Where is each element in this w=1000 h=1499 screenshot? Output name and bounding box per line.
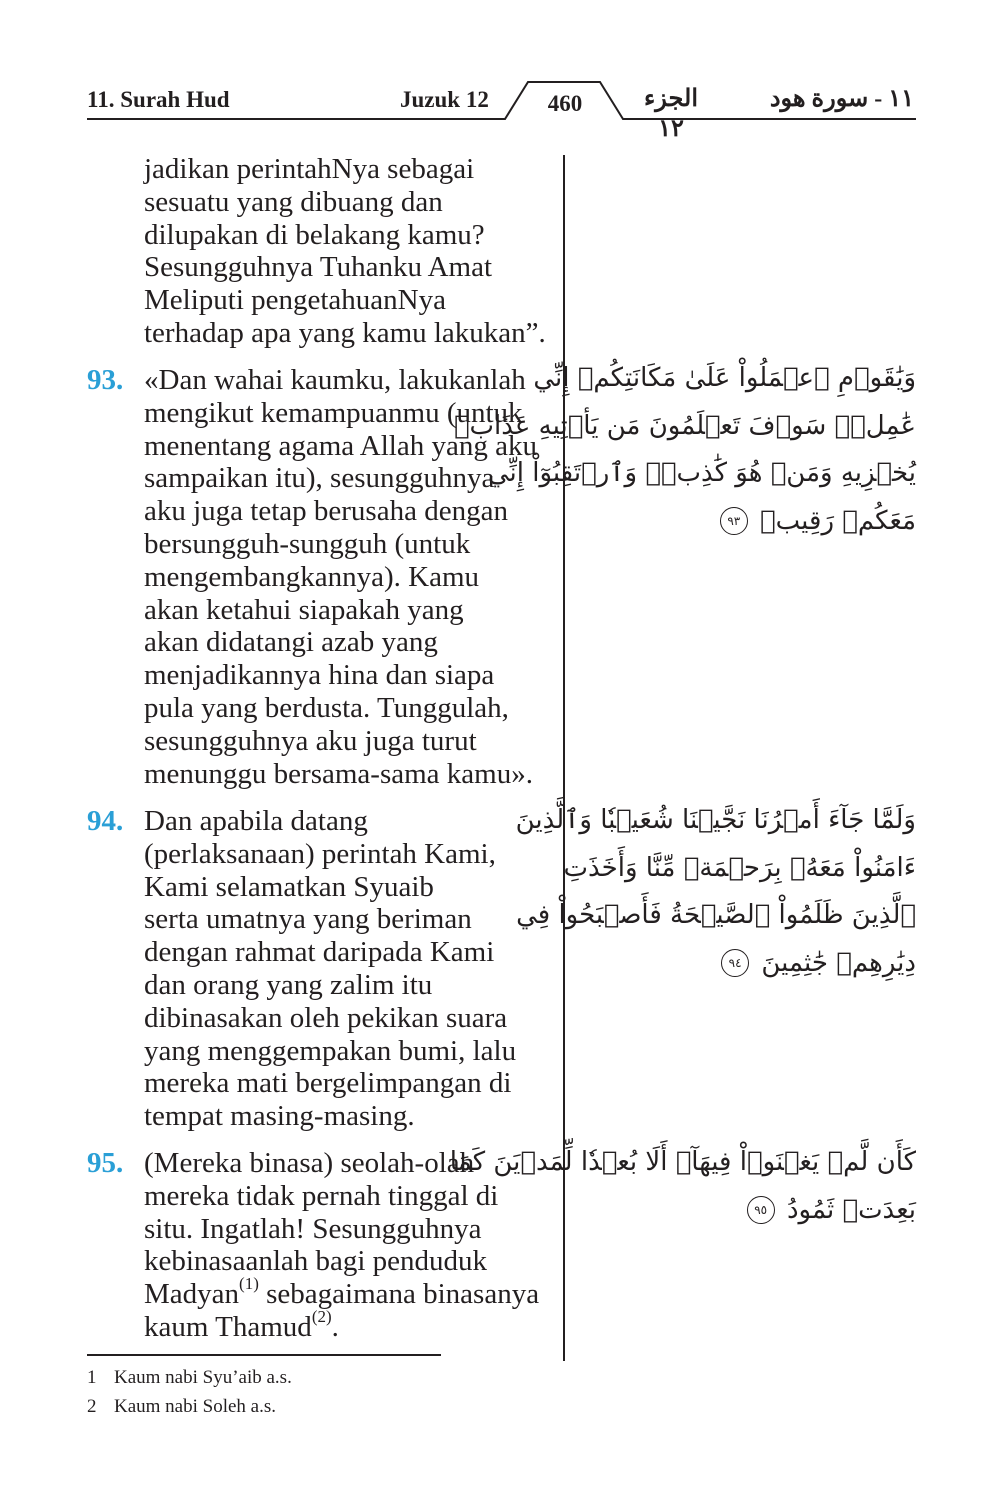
arabic-line: [588, 498, 916, 546]
arabic-line: يُخۡزِيهِ وَمَنۡ هُوَ كَٰذِبٞۖ وَٱرۡتَقِبُوٓاْ إِنِّي: [487, 458, 916, 489]
arabic-line: [588, 1187, 916, 1235]
surah-title-arabic: ١١ - سورة هود: [769, 86, 914, 112]
verse-94-translation: [87, 805, 557, 1133]
verse-number: 94.: [87, 805, 124, 837]
header-rule: [0, 0, 1000, 140]
verse-95-arabic: [449, 1139, 916, 1234]
arabic-line: ءَامَنُواْ مَعَهُۥ بِرَحۡمَةٖ مِّنَّا وَأَخَذَتِ: [563, 852, 916, 883]
juzuk-label: Juzuk 12: [400, 87, 489, 112]
arabic-line: [588, 940, 916, 988]
intro-text: jadikan perintahNya sebagai sesuatu yang dibuang dan dilupakan di belakang kamu? Sesungguhnya Tuhanku Amat Meliputi pengetahuanNya terhadap apa yang kamu lakukan”.: [144, 153, 546, 349]
footnote-ref: (2): [311, 1306, 332, 1326]
verse-94-arabic: [515, 797, 916, 987]
arabic-line-text: مَعَكُمۡ رَقِيبٞ: [760, 505, 916, 536]
ayah-marker: ٩٤: [721, 949, 749, 977]
verse-number: 93.: [87, 364, 124, 396]
footnote-1: [87, 1367, 292, 1389]
footnote-number: 1: [87, 1367, 97, 1388]
verse-number: 95.: [87, 1147, 124, 1179]
arabic-line: ٱلَّذِينَ ظَلَمُواْ ٱلصَّيۡحَةُ فَأَصۡبَحُواْ فِي: [516, 900, 916, 931]
verse-translation-text: Dan apabila datang (perlaksanaan) perintah Kami, Kami selamatkan Syuaib serta umatnya yang beriman dengan rahmat daripada Kami dan orang yang zalim itu dibinasakan oleh pekikan suara yang menggempakan bumi, lalu mereka mati bergelimpangan di tempat masing-masing.: [144, 805, 517, 1133]
arabic-line: وَلَمَّا جَآءَ أَمۡرُنَا نَجَّيۡنَا شُعَيۡبٗا وَٱلَّذِينَ: [515, 805, 916, 835]
translation-part: .: [331, 1310, 339, 1343]
page-number: 460: [547, 91, 583, 116]
arabic-line: كَأَن لَّمۡ يَغۡنَوۡاْ فِيهَآۗ أَلَا بُعۡدٗا لِّمَدۡيَنَ كَمَا: [449, 1147, 916, 1177]
verse-93-arabic: [453, 355, 916, 545]
footnote-ref: (1): [239, 1274, 259, 1294]
verse-translation-text: «Dan wahai kaumku, lakukanlah mengikut kemampuanmu (untuk menentang agama Allah yang aku sampaikan itu), sesungguhnya aku juga tetap berusaha dengan bersungguh-sungguh (untuk mengembangkannya). Kamu akan ketahui siapakah yang akan didatangi azab yang menjadikannya hina dan siapa pula yang berdusta. Tunggulah, sesungguhnya aku juga turut menunggu bersama-sama kamu».: [144, 364, 537, 790]
footnote-text: Kaum nabi Syu’aib a.s.: [114, 1367, 292, 1388]
ayah-marker: ٩٥: [747, 1196, 775, 1224]
translation-part: (Mereka binasa) seolah-olah mereka tidak pernah tinggal di situ. Ingatlah! Sesungguhnya kebinasaanlah bagi penduduk Madyan: [144, 1147, 499, 1311]
arabic-line-text: دِيَٰرِهِمۡ جَٰثِمِينَ: [761, 947, 916, 978]
arabic-line-text: بَعِدَتۡ ثَمُودُ: [786, 1194, 916, 1225]
footnote-text: Kaum nabi Soleh a.s.: [114, 1396, 277, 1417]
juz-label-arabic: الجزء ١٢: [644, 86, 698, 142]
translation-part: sebagaimana binasanya kaum Thamud: [144, 1278, 540, 1343]
surah-title-latin: 11. Surah Hud: [87, 87, 230, 112]
arabic-line: عَٰمِلٞۖ سَوۡفَ تَعۡلَمُونَ مَن يَأۡتِيهِ عَذَابٞ: [453, 410, 916, 441]
footnote-number: 2: [87, 1396, 97, 1417]
footnote-rule: [87, 1354, 441, 1356]
arabic-line: وَيَٰقَوۡمِ ٱعۡمَلُواْ عَلَىٰ مَكَانَتِكُمۡ إِنِّي: [533, 363, 916, 393]
footnote-2: [87, 1396, 276, 1418]
ayah-marker: ٩٣: [720, 507, 748, 535]
intro-continuation: [87, 153, 557, 350]
